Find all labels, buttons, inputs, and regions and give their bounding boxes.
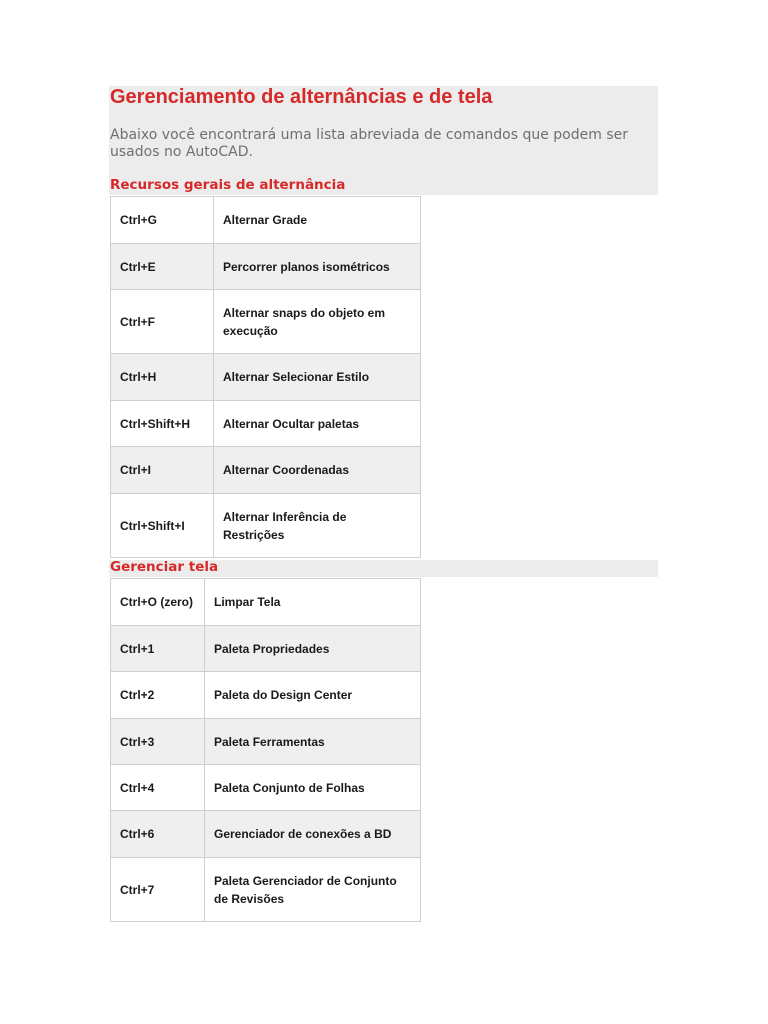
shortcut-action: Limpar Tela (205, 579, 421, 626)
table-row (111, 197, 421, 244)
shortcut-key: Ctrl+Shift+H (111, 401, 214, 447)
table-row (111, 719, 421, 765)
shortcut-key: Ctrl+I (111, 447, 214, 494)
table-row (111, 626, 421, 672)
shortcut-action: Paleta Propriedades (205, 626, 421, 672)
table-row (111, 401, 421, 447)
table-row (111, 858, 421, 922)
section-heading-toggles: Recursos gerais de alternância (110, 177, 346, 193)
shortcut-action: Paleta Ferramentas (205, 719, 421, 765)
shortcut-action: Alternar Selecionar Estilo (214, 354, 421, 401)
shortcut-action: Gerenciador de conexões a BD (205, 811, 421, 858)
shortcut-action: Alternar Ocultar paletas (214, 401, 421, 447)
shortcut-key: Ctrl+G (111, 197, 214, 244)
shortcut-action: Alternar Grade (214, 197, 421, 244)
table-row (111, 579, 421, 626)
shortcut-key: Ctrl+4 (111, 765, 205, 811)
shortcut-key: Ctrl+Shift+I (111, 494, 214, 558)
shortcut-key: Ctrl+7 (111, 858, 205, 922)
shortcut-action: Alternar Inferência de Restrições (214, 494, 421, 558)
table-row (111, 811, 421, 858)
shortcut-key: Ctrl+H (111, 354, 214, 401)
page-title: Gerenciamento de alternâncias e de tela (110, 86, 493, 108)
section-heading-screen: Gerenciar tela (110, 559, 219, 575)
table-row (111, 765, 421, 811)
table-row (111, 672, 421, 719)
shortcut-key: Ctrl+1 (111, 626, 205, 672)
shortcut-action: Alternar Coordenadas (214, 447, 421, 494)
intro-paragraph: Abaixo você encontrará uma lista abreviada de comandos que podem ser usados no AutoCAD. (110, 127, 628, 160)
shortcut-action: Paleta Conjunto de Folhas (205, 765, 421, 811)
shortcut-key: Ctrl+3 (111, 719, 205, 765)
shortcut-action: Paleta Gerenciador de Conjunto de Revisões (205, 858, 421, 922)
shortcut-action: Alternar snaps do objeto em execução (214, 290, 421, 354)
table-row (111, 244, 421, 290)
screen-shortcut-table (110, 578, 421, 922)
table-row (111, 494, 421, 558)
shortcut-key: Ctrl+6 (111, 811, 205, 858)
shortcut-key: Ctrl+E (111, 244, 214, 290)
shortcut-action: Paleta do Design Center (205, 672, 421, 719)
shortcut-key: Ctrl+2 (111, 672, 205, 719)
shortcut-action: Percorrer planos isométricos (214, 244, 421, 290)
toggles-shortcut-table (110, 196, 421, 558)
table-row (111, 354, 421, 401)
table-row (111, 290, 421, 354)
table-row (111, 447, 421, 494)
shortcut-key: Ctrl+O (zero) (111, 579, 205, 626)
shortcut-key: Ctrl+F (111, 290, 214, 354)
